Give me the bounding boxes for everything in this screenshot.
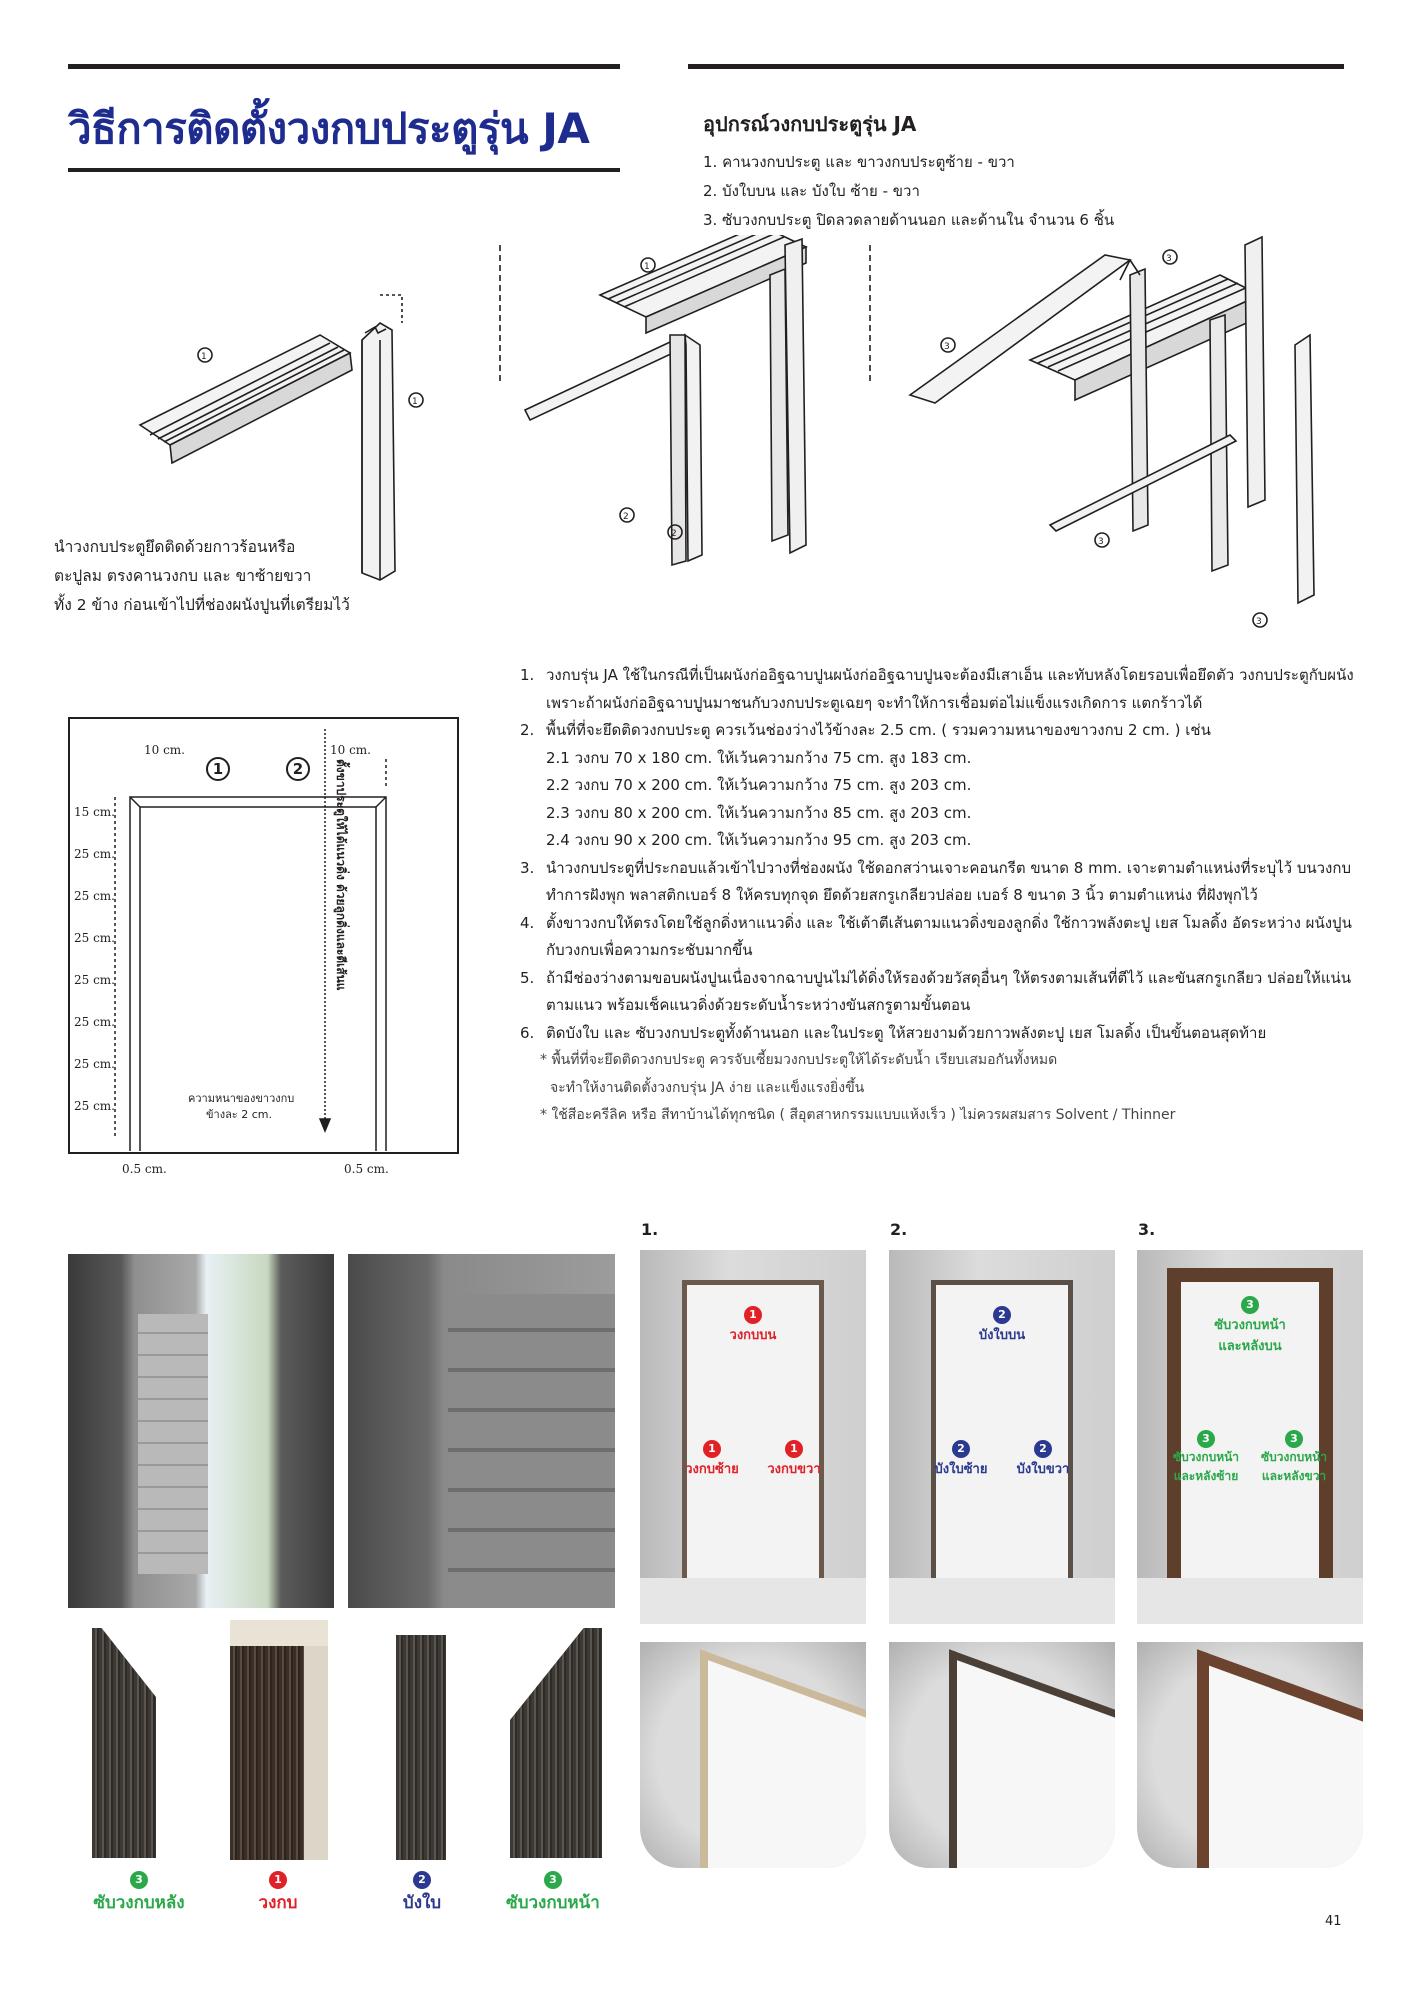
- svg-text:2: 2: [623, 512, 629, 522]
- accessory-item: 1. คานวงกบประตู และ ขาวงกบประตูซ้าย - ขวา: [703, 153, 1015, 171]
- step-item: 4. ตั้งขาวงกบให้ตรงโดยใช้ลูกดิ่งหาแนวดิ่ง และ ใช้เต้าตีเส้นตามแนวดิ่งของลูกดิ่ง ใช้กาวพลังตะปู เยส โมลดิ้ง อัดระหว่าง ผนังปูนกับวงกบเพื่อความกระชับมากขึ้น: [520, 913, 1352, 959]
- svg-text:2: 2: [671, 529, 677, 539]
- note-line: * ใช้สีอะครีลิค หรือ สีทาบ้านได้ทุกชนิด ( สีอุตสาหกรรมแบบแห้งเร็ว ) ไม่ควรผสมสาร Solvent / Thinner: [540, 1107, 1176, 1123]
- svg-text:1: 1: [412, 397, 418, 407]
- step-sub-item: 2.2 วงกบ 70 x 200 cm. ให้เว้นความกว้าง 75 cm. สูง 203 cm.: [546, 776, 972, 794]
- door-step-1-panel: [640, 1250, 866, 1624]
- door-step-3-closeup: [1137, 1642, 1363, 1868]
- step-2-left-label: 2 บังใบซ้าย: [934, 1442, 988, 1477]
- row-label: 25 cm.: [74, 931, 115, 945]
- bottom-right-offset-label: 0.5 cm.: [344, 1162, 389, 1176]
- note-line: * พื้นที่ที่จะยึดติดวงกบประตู ควรจับเซี้ยมวงกบประตูให้ได้ระดับน้ำ เรียบเสมอกันทั้งหมด: [540, 1052, 1058, 1068]
- site-photo-brick-wall: [348, 1254, 615, 1608]
- piece-label-stop: 2 บังใบ: [402, 1873, 442, 1913]
- step-sub-item: 2.4 วงกบ 90 x 200 cm. ให้เว้นความกว้าง 95 cm. สูง 203 cm.: [546, 831, 972, 849]
- illustration-step-2: [525, 235, 806, 565]
- page-number: 41: [1325, 1914, 1342, 1929]
- title-top-rule: [68, 64, 620, 69]
- row-label: 25 cm.: [74, 1099, 115, 1113]
- piece-frame: [230, 1620, 328, 1860]
- plumb-line-note: ตั้งขาประตูให้ได้แนวดิ่ง ด้วยลูกดิ่งและตีเส้นแ: [334, 759, 348, 991]
- step-item: 6. ติดบังใบ และ ซับวงกบประตูทั้งด้านนอก และในประตู ให้สวยงามด้วยกาวพลังตะปู เยส โมลดิ้ง เป็นขั้นตอนสุดท้าย: [520, 1023, 1267, 1042]
- row-label: 25 cm.: [74, 1015, 115, 1029]
- door-step-2-closeup: [889, 1642, 1115, 1868]
- piece-stop: [396, 1635, 446, 1860]
- measurement-diagram: [68, 717, 459, 1154]
- piece-num-badge: 2: [413, 1871, 431, 1889]
- step-item: 5. ถ้ามีช่องว่างตามขอบผนังปูนเนื่องจากฉาบปูนไม่ได้ดิ่งให้รองด้วยวัสดุอื่นๆ ให้ตรงตามเส้นที่ตีไว้ และขันสกรูเกลียว ปล่อยให้แน่นตามแนว พร้อมเช็คแนวดิ่งด้วยระดับน้ำระหว่างขันสกรูตามขั้นตอน: [520, 968, 1352, 1014]
- step-3-left-label: 3 ซับวงกบหน้า และหลังซ้าย: [1172, 1432, 1240, 1483]
- step-1-top-label: 1 วงกบบน: [729, 1308, 777, 1343]
- piece-1-callout: 1: [206, 757, 230, 781]
- accessories-title: อุปกรณ์วงกบประตูรุ่น JA: [703, 112, 917, 136]
- note-line: จะทำให้งานติดตั้งวงกบรุ่น JA ง่าย และแข็งแรงยิ่งขึ้น: [550, 1079, 865, 1096]
- piece-num-badge: 3: [130, 1871, 148, 1889]
- intro-note: [54, 533, 384, 620]
- top-left-gap-label: 10 cm.: [144, 743, 185, 757]
- svg-text:3: 3: [944, 342, 950, 352]
- thickness-note-line-2: ข้างละ 2 cm.: [206, 1108, 272, 1121]
- row-label: 15 cm.: [74, 805, 115, 819]
- svg-text:3: 3: [1166, 254, 1172, 264]
- row-label: 25 cm.: [74, 1057, 115, 1071]
- intro-note-line: ทั้ง 2 ข้าง ก่อนเข้าไปที่ช่องผนังปูนที่เตรียมไว้: [54, 596, 350, 614]
- intro-note-line: นำวงกบประตูยึดติดด้วยกาวร้อนหรือ: [54, 538, 296, 556]
- step-1-left-label: 1 วงกบซ้าย: [685, 1442, 739, 1477]
- step-2-right-label: 2 บังใบขวา: [1016, 1442, 1070, 1477]
- svg-text:3: 3: [1256, 617, 1262, 627]
- piece-label-front-trim: 3 ซับวงกบหน้า: [506, 1873, 600, 1913]
- accessories-top-rule: [688, 64, 1344, 69]
- site-photo-opening: [68, 1254, 334, 1608]
- row-labels: [74, 805, 122, 1141]
- title-bottom-rule: [68, 168, 620, 172]
- step-1-right-label: 1 วงกบขวา: [767, 1442, 821, 1477]
- door-step-number: 2.: [890, 1220, 908, 1239]
- accessory-item: 2. บังใบบน และ บังใบ ซ้าย - ขวา: [703, 182, 920, 200]
- piece-back-trim: [92, 1628, 156, 1858]
- thickness-note-line-1: ความหนาของขาวงกบ: [188, 1092, 295, 1105]
- installation-steps: [520, 662, 1360, 1130]
- door-step-number: 3.: [1138, 1220, 1156, 1239]
- row-label: 25 cm.: [74, 973, 115, 987]
- door-step-2-panel: [889, 1250, 1115, 1624]
- piece-front-trim: [510, 1628, 602, 1858]
- illustration-step-3: [910, 237, 1314, 627]
- accessories-list: [703, 148, 1114, 235]
- piece-label-back-trim: 3 ซับวงกบหลัง: [93, 1873, 185, 1913]
- step-2-top-label: 2 บังใบบน: [978, 1308, 1026, 1343]
- door-step-1-closeup: [640, 1642, 866, 1868]
- piece-label-frame: 1 วงกบ: [258, 1873, 298, 1913]
- svg-text:1: 1: [201, 352, 207, 362]
- door-step-3-panel: [1137, 1250, 1363, 1624]
- step-sub-item: 2.3 วงกบ 80 x 200 cm. ให้เว้นความกว้าง 85 cm. สูง 203 cm.: [546, 803, 972, 822]
- bottom-left-offset-label: 0.5 cm.: [122, 1162, 167, 1176]
- piece-2-callout: 2: [286, 757, 310, 781]
- step-item: 3. นำวงกบประตูที่ประกอบแล้วเข้าไปวางที่ช่องผนัง ใช้ดอกสว่านเจาะคอนกรีต ขนาด 8 mm. เจาะตามตำแหน่งที่ระบุไว้ บนวงกบ ทำการฝังพุก พลาสติกเบอร์ 8 ให้ครบทุกจุด ยึดด้วยสกรูเกลียวปล่อย เบอร์ 8 ขนาด 3 นิ้ว ตามตำแหน่ง ที่ฝังพุกไว้: [520, 858, 1351, 904]
- step-item: 2. พื้นที่ที่จะยึดติดวงกบประตู ควรเว้นช่องว่างไว้ข้างละ 2.5 cm. ( รวมความหนาของขาวงกบ 2 cm. ) เช่น: [520, 721, 1211, 739]
- door-step-number: 1.: [641, 1220, 659, 1239]
- step-item: 1. วงกบรุ่น JA ใช้ในกรณีที่เป็นผนังก่ออิฐฉาบปูนผนังก่ออิฐฉาบปูนจะต้องมีเสาเอ็น และทับหลังโดยรอบเพื่อยึดตัว วงกบประตูกับผนัง เพราะถ้าผนังก่ออิฐฉาบปูนมาชนกับวงกบประตูเฉยๆ จะทำให้การเชื่อมต่อไม่แข็งแรงเกิดการ แตกร้าวได้: [520, 666, 1354, 712]
- piece-num-badge: 1: [269, 1871, 287, 1889]
- step-3-right-label: 3 ซับวงกบหน้า และหลังขวา: [1260, 1432, 1328, 1483]
- intro-note-line: ตะปูลม ตรงคานวงกบ และ ขาซ้ายขวา: [54, 567, 312, 585]
- piece-num-badge: 3: [544, 1871, 562, 1889]
- step-3-top-label: 3 ซับวงกบหน้า และหลังบน: [1214, 1298, 1286, 1354]
- row-label: 25 cm.: [74, 889, 115, 903]
- step-sub-item: 2.1 วงกบ 70 x 180 cm. ให้เว้นความกว้าง 75 cm. สูง 183 cm.: [546, 748, 972, 767]
- svg-text:1: 1: [644, 262, 650, 272]
- svg-text:3: 3: [1098, 537, 1104, 547]
- accessory-item: 3. ซับวงกบประตู ปิดลวดลายด้านนอก และด้านใน จำนวน 6 ชิ้น: [703, 211, 1115, 229]
- row-label: 25 cm.: [74, 847, 115, 861]
- top-right-gap-label: 10 cm.: [330, 743, 371, 757]
- page-title: วิธีการติดตั้งวงกบประตูรุ่น JA: [68, 104, 590, 153]
